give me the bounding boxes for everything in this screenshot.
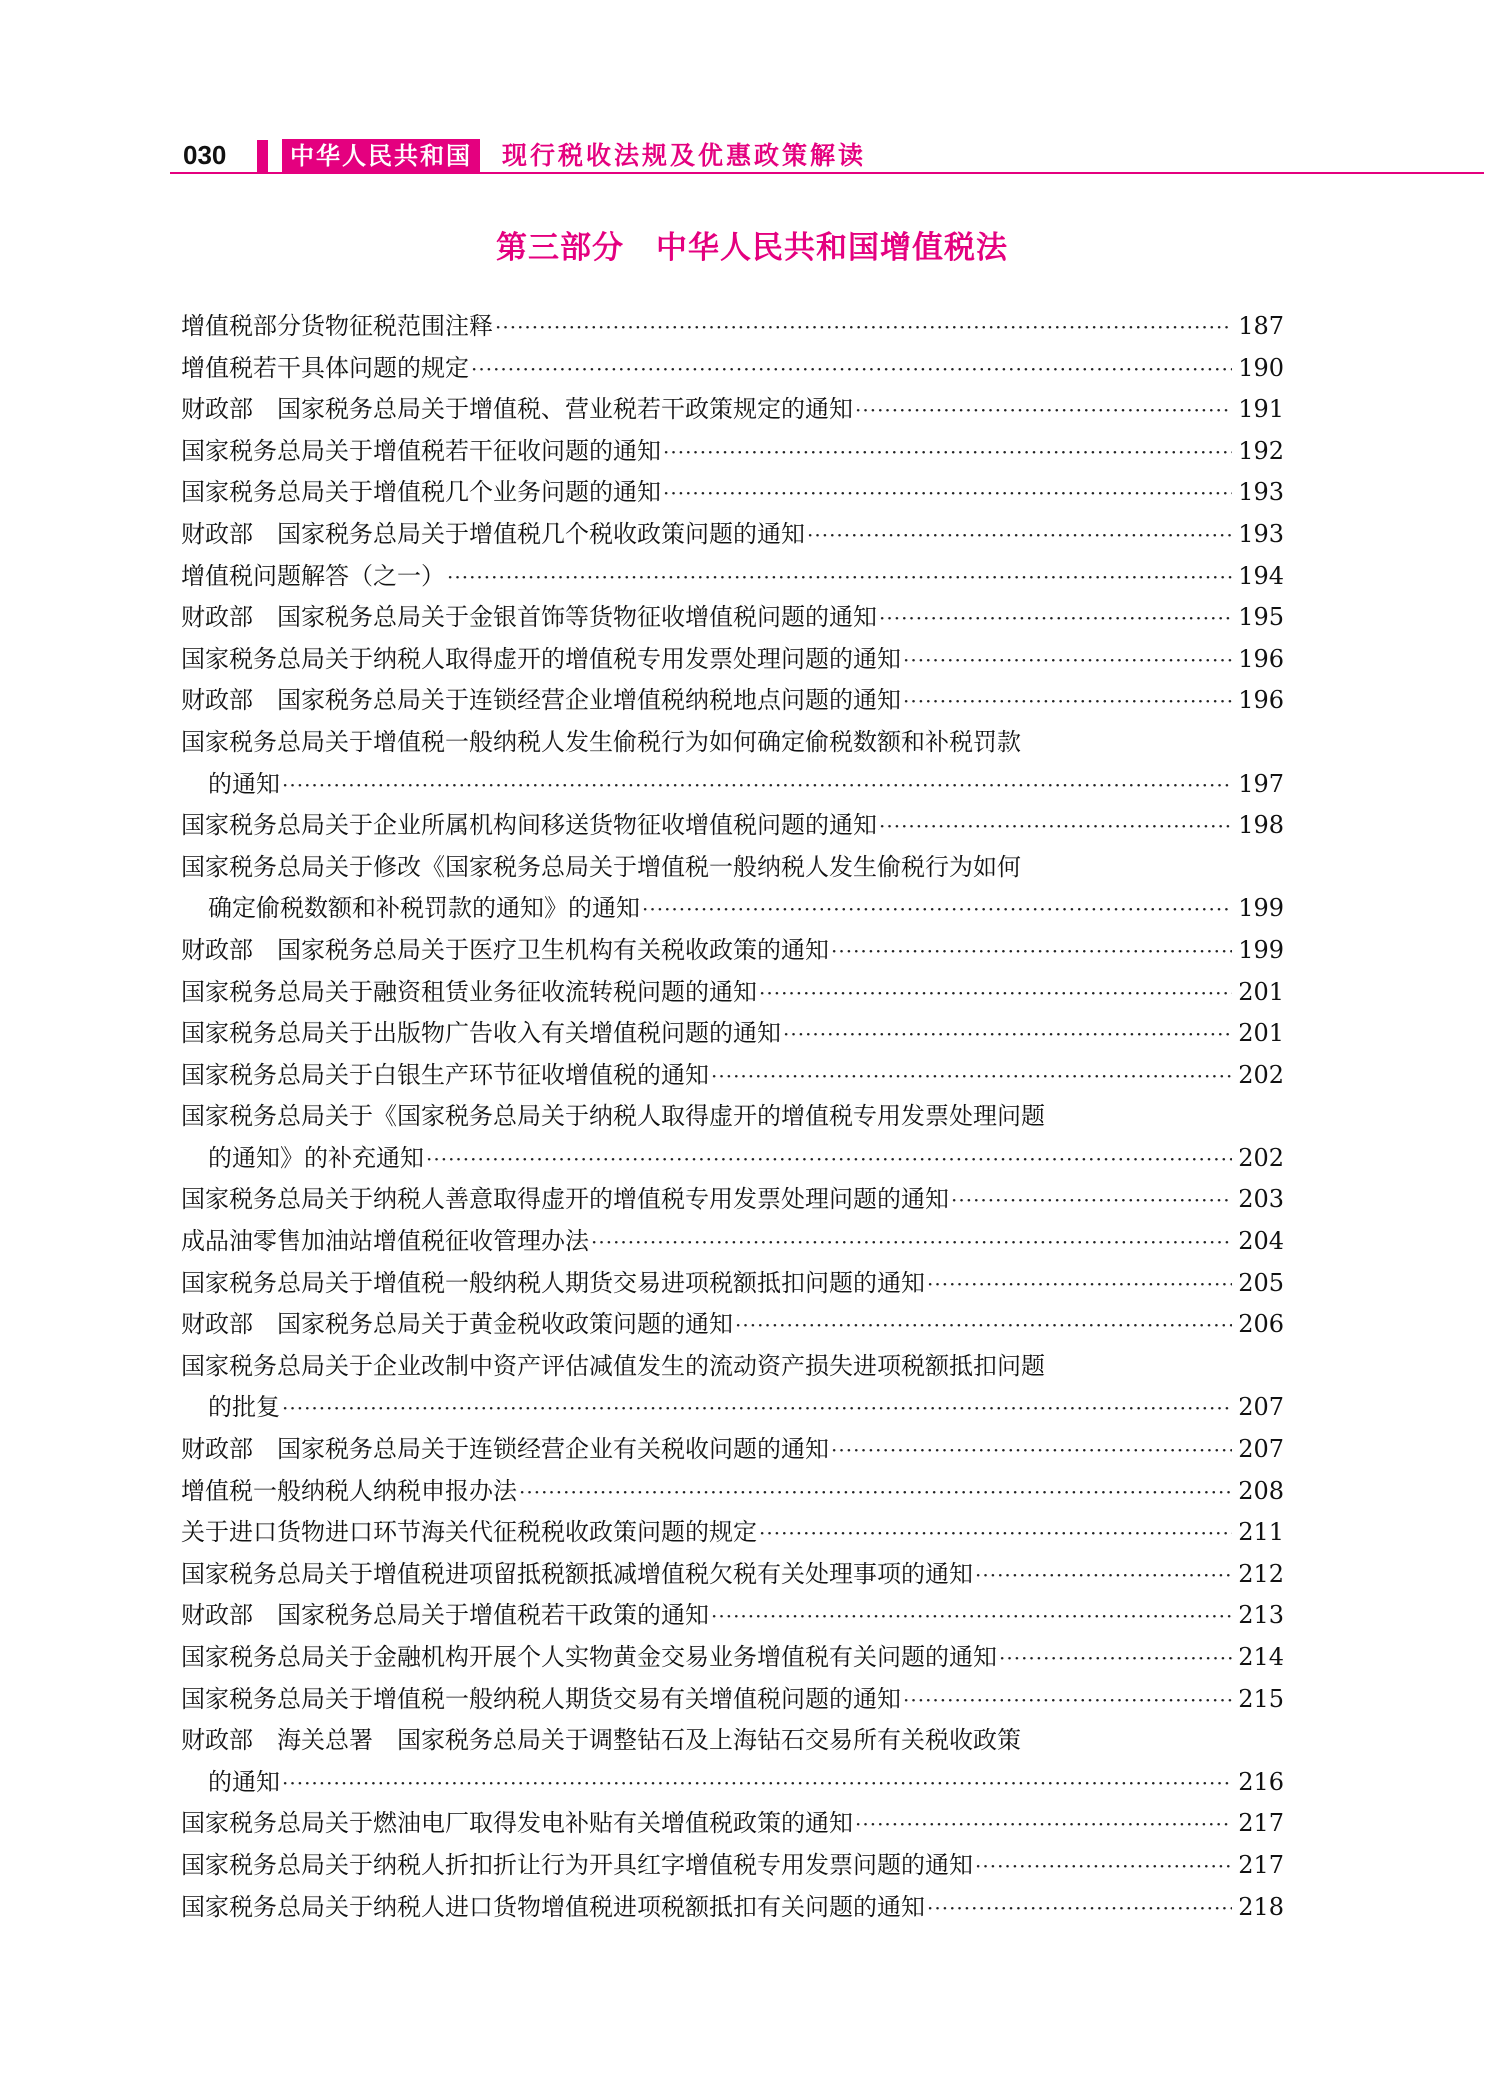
toc-entry-title: 国家税务总局关于企业改制中资产评估减值发生的流动资产损失进项税额抵扣问题 [181,1351,1045,1380]
toc-entry-title: 财政部 国家税务总局关于黄金税收政策问题的通知 [181,1310,733,1339]
toc-entry-title: 国家税务总局关于出版物广告收入有关增值税问题的通知 [181,1019,781,1048]
toc-page-number: 211 [1238,1518,1284,1547]
toc-entry[interactable] [181,930,1284,972]
toc-entry[interactable] [181,1304,1284,1346]
toc-page-number: 187 [1238,312,1284,340]
toc-entry[interactable] [181,472,1284,514]
toc-entry[interactable] [181,1720,1284,1803]
toc-entry-title: 国家税务总局关于纳税人善意取得虚开的增值税专用发票处理问题的通知 [181,1185,949,1214]
toc-entry-title: 财政部 国家税务总局关于增值税、营业税若干政策规定的通知 [181,395,853,424]
toc-page-number: 216 [1238,1767,1284,1796]
toc-page-number: 197 [1238,769,1284,798]
toc-entry[interactable] [181,972,1284,1014]
toc-entry-title: 国家税务总局关于修改《国家税务总局关于增值税一般纳税人发生偷税行为如何 [181,852,1021,881]
toc-entry[interactable] [181,1803,1284,1845]
toc-entry[interactable] [181,1595,1284,1637]
header-rule [170,172,1484,174]
toc-entry[interactable] [181,1096,1284,1179]
toc-page-number: 196 [1238,686,1284,715]
book-title-badge: 中华人民共和国 [282,139,480,173]
toc-entry-title: 关于进口货物进口环节海关代征税税收政策问题的规定 [181,1518,757,1547]
toc-page-number: 201 [1238,1019,1284,1048]
toc-entry-title: 国家税务总局关于纳税人取得虚开的增值税专用发票处理问题的通知 [181,644,901,673]
toc-entry-title: 成品油零售加油站增值税征收管理办法 [181,1227,589,1256]
toc-entry[interactable] [181,1179,1284,1221]
toc-entry-title: 的通知 [208,769,280,798]
header-accent-bar [257,140,268,172]
dot-leader [282,1388,1232,1429]
dot-leader [471,349,1232,390]
dot-leader [735,1305,1232,1346]
dot-leader [927,1888,1232,1929]
dot-leader [807,515,1232,556]
toc-entry-title: 增值税部分货物征税范围注释 [181,312,493,340]
dot-leader [495,307,1232,348]
toc-entry[interactable] [181,348,1284,390]
dot-leader [591,1222,1232,1263]
toc-page-number: 204 [1238,1227,1284,1256]
toc-entry[interactable] [181,597,1284,639]
toc-page-number: 191 [1238,395,1284,424]
toc-entry[interactable] [181,680,1284,722]
toc-entry-title: 增值税若干具体问题的规定 [181,353,469,382]
dot-leader [426,1139,1232,1180]
dot-leader [282,765,1232,806]
dot-leader [999,1638,1232,1679]
toc-entry[interactable] [181,1221,1284,1263]
toc-page-number: 192 [1238,436,1284,465]
toc-entry[interactable] [181,847,1284,930]
dot-leader [927,1264,1232,1305]
dot-leader [855,1804,1232,1845]
dot-leader [783,1014,1232,1055]
dot-leader [663,432,1232,473]
toc-page-number: 217 [1238,1809,1284,1838]
toc-entry-title: 国家税务总局关于金融机构开展个人实物黄金交易业务增值税有关问题的通知 [181,1643,997,1671]
toc-entry[interactable] [181,1429,1284,1471]
toc-page-number: 215 [1238,1684,1284,1713]
toc-page-number: 202 [1238,1060,1284,1089]
dot-leader [447,557,1232,598]
dot-leader [831,931,1232,972]
dot-leader [711,1596,1232,1637]
toc-page-number: 212 [1238,1559,1284,1588]
toc-entry-title: 的通知 [208,1767,280,1796]
section-title: 第三部分 中华人民共和国增值税法 [496,230,1008,266]
toc-entry[interactable] [181,1013,1284,1055]
toc-entry-title: 的通知》的补充通知 [208,1143,424,1172]
toc-entry[interactable] [181,1887,1284,1929]
toc-page-number: 195 [1238,603,1284,632]
toc-entry[interactable] [181,1471,1284,1513]
dot-leader [759,973,1232,1014]
toc-entry[interactable] [181,805,1284,847]
toc-entry-title: 国家税务总局关于纳税人折扣折让行为开具红字增值税专用发票问题的通知 [181,1850,973,1879]
toc-entry-title: 国家税务总局关于白银生产环节征收增值税的通知 [181,1060,709,1089]
dot-leader [975,1846,1232,1887]
toc-entry-title: 国家税务总局关于增值税若干征收问题的通知 [181,436,661,465]
dot-leader [831,1430,1232,1471]
toc-entry-title: 财政部 国家税务总局关于连锁经营企业增值税纳税地点问题的通知 [181,686,901,715]
toc-entry-title: 国家税务总局关于增值税一般纳税人期货交易有关增值税问题的通知 [181,1684,901,1713]
dot-leader [951,1180,1232,1221]
toc-entry[interactable] [181,639,1284,681]
toc-page-number: 203 [1238,1185,1284,1214]
toc-entry[interactable] [181,431,1284,473]
toc-entry-title: 国家税务总局关于《国家税务总局关于纳税人取得虚开的增值税专用发票处理问题 [181,1102,1045,1131]
toc-entry-title: 国家税务总局关于融资租赁业务征收流转税问题的通知 [181,977,757,1006]
toc-entry[interactable] [181,514,1284,556]
toc-page-number: 206 [1238,1310,1284,1339]
toc-entry[interactable] [181,556,1284,598]
dot-leader [759,1513,1232,1554]
dot-leader [975,1555,1232,1596]
toc-entry-title: 国家税务总局关于增值税进项留抵税额抵减增值税欠税有关处理事项的通知 [181,1559,973,1588]
table-of-contents [181,306,1284,1928]
toc-entry-title: 财政部 海关总署 国家税务总局关于调整钻石及上海钻石交易所有关税收政策 [181,1726,1021,1755]
toc-entry[interactable] [181,306,1284,348]
toc-entry[interactable] [181,1637,1284,1679]
toc-page-number: 193 [1238,478,1284,507]
toc-page-number: 199 [1238,894,1284,923]
toc-entry[interactable] [181,722,1284,805]
toc-entry-title: 国家税务总局关于企业所属机构间移送货物征收增值税问题的通知 [181,811,877,840]
toc-entry-title: 国家税务总局关于增值税一般纳税人发生偷税行为如何确定偷税数额和补税罚款 [181,727,1021,756]
dot-leader [663,473,1232,514]
toc-page-number: 218 [1238,1892,1284,1921]
toc-page-number: 194 [1238,561,1284,590]
toc-page-number: 201 [1238,977,1284,1006]
toc-entry-title: 增值税一般纳税人纳税申报办法 [181,1476,517,1505]
toc-entry-title: 财政部 国家税务总局关于增值税若干政策的通知 [181,1601,709,1630]
toc-page-number: 213 [1238,1601,1284,1630]
dot-leader [903,640,1232,681]
dot-leader [903,1680,1232,1721]
dot-leader [711,1056,1232,1097]
toc-entry-title: 确定偷税数额和补税罚款的通知》的通知 [208,894,640,923]
toc-entry-title: 财政部 国家税务总局关于增值税几个税收政策问题的通知 [181,519,805,548]
toc-entry-title: 财政部 国家税务总局关于连锁经营企业有关税收问题的通知 [181,1435,829,1464]
toc-entry-title: 国家税务总局关于增值税一般纳税人期货交易进项税额抵扣问题的通知 [181,1268,925,1297]
toc-entry[interactable] [181,1679,1284,1721]
toc-page-number: 199 [1238,935,1284,964]
toc-page-number: 205 [1238,1268,1284,1297]
toc-page-number: 196 [1238,644,1284,673]
dot-leader [855,390,1232,431]
toc-entry-title: 国家税务总局关于燃油电厂取得发电补贴有关增值税政策的通知 [181,1809,853,1838]
toc-entry[interactable] [181,1346,1284,1429]
toc-page-number: 190 [1238,353,1284,382]
toc-entry[interactable] [181,1554,1284,1596]
toc-entry[interactable] [181,389,1284,431]
toc-entry[interactable] [181,1845,1284,1887]
dot-leader [642,889,1232,930]
toc-entry-title: 国家税务总局关于纳税人进口货物增值税进项税额抵扣有关问题的通知 [181,1892,925,1921]
toc-entry-title: 财政部 国家税务总局关于医疗卫生机构有关税收政策的通知 [181,935,829,964]
toc-entry[interactable] [181,1512,1284,1554]
toc-page-number: 208 [1238,1476,1284,1505]
dot-leader [879,598,1232,639]
toc-page-number: 217 [1238,1850,1284,1879]
toc-page-number: 207 [1238,1435,1284,1464]
dot-leader [519,1472,1232,1513]
toc-page-number: 207 [1238,1393,1284,1422]
dot-leader [282,1763,1232,1804]
dot-leader [879,806,1232,847]
toc-page-number: 198 [1238,811,1284,840]
toc-entry-title: 财政部 国家税务总局关于金银首饰等货物征收增值税问题的通知 [181,603,877,632]
book-subtitle: 现行税收法规及优惠政策解读 [502,141,867,170]
toc-entry[interactable] [181,1263,1284,1305]
dot-leader [903,681,1232,722]
toc-entry-title: 增值税问题解答（之一） [181,561,445,590]
page-number: 030 [183,140,227,170]
toc-entry-title: 国家税务总局关于增值税几个业务问题的通知 [181,478,661,507]
toc-page-number: 214 [1238,1643,1284,1671]
toc-page-number: 193 [1238,519,1284,548]
toc-entry[interactable] [181,1055,1284,1097]
toc-page-number: 202 [1238,1143,1284,1172]
toc-entry-title: 的批复 [208,1393,280,1422]
